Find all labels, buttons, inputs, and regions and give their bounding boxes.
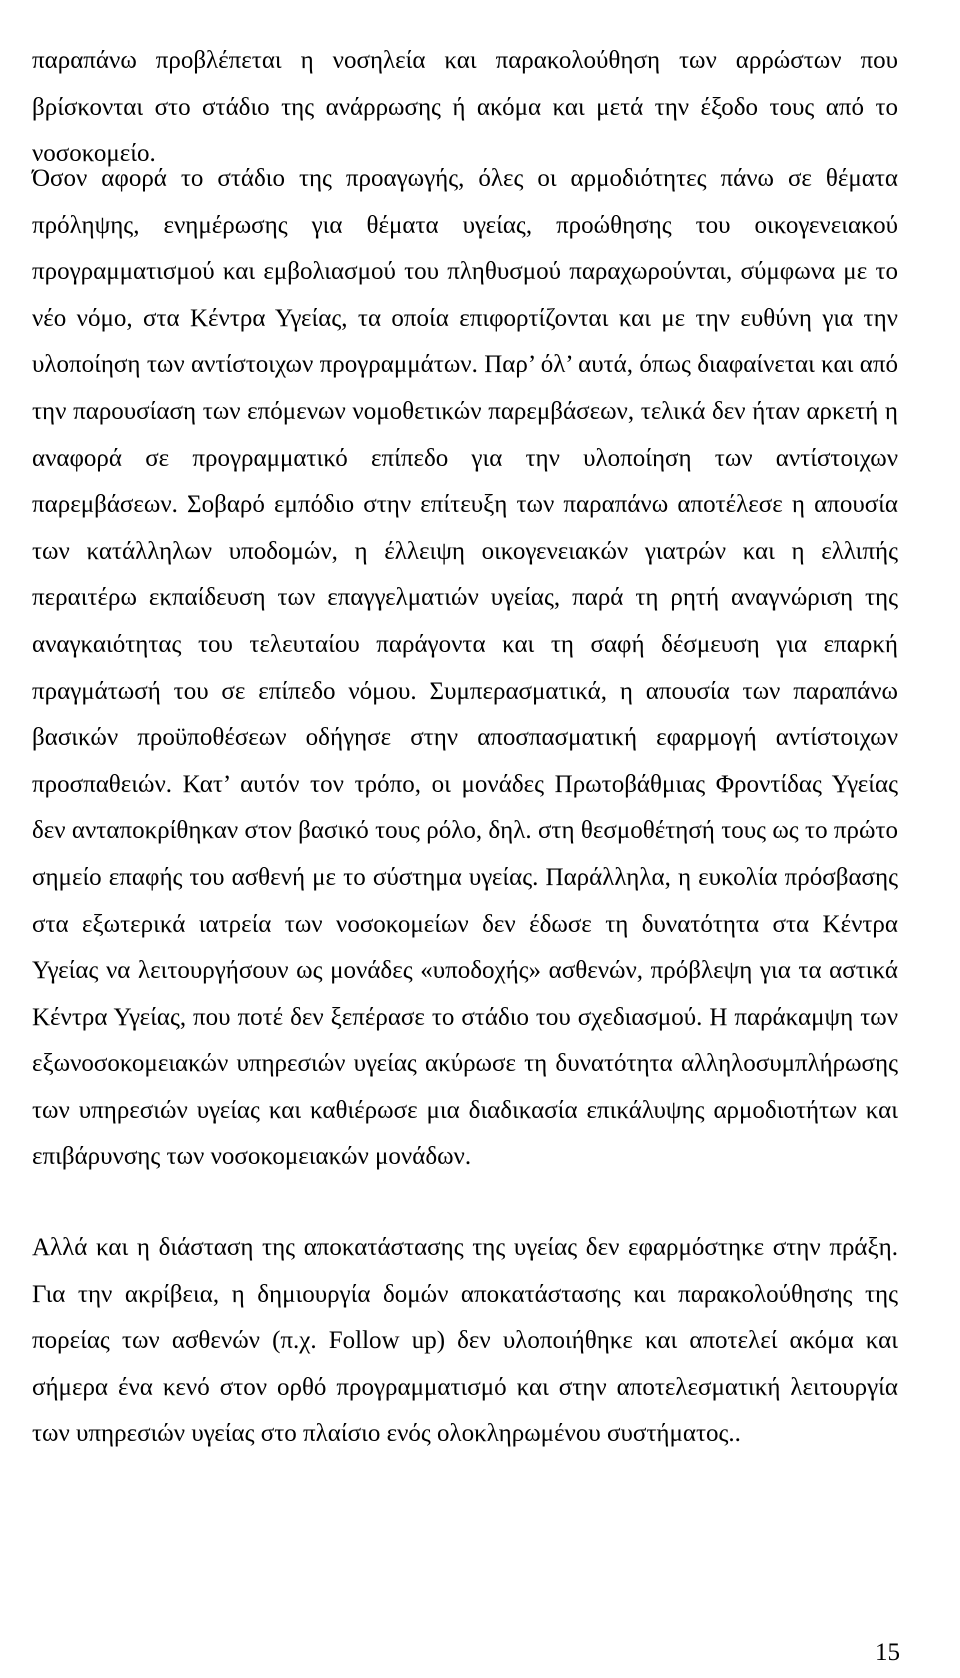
paragraph-continuation: παραπάνω προβλέπεται η νοσηλεία και παρακολούθηση των αρρώστων που βρίσκονται στο στάδιο της ανάρρωσης ή ακόμα και μετά την έξοδο τους από το νοσοκομείο. [32, 47, 898, 168]
paragraph-rehabilitation: Αλλά και η διάσταση της αποκατάστασης της υγείας δεν εφαρμόστηκε στην πράξη. Για την ακρίβεια, η δημιουργία δομών αποκατάστασης και παρακολούθησης της πορείας των ασθενών (π.χ. Follow up) δεν υλοποιήθηκε και αποτελεί ακόμα και σήμερα ένα κενό στον ορθό προγραμματισμό και στην αποτελεσματική λειτουργία των υπηρεσιών υγείας στο πλαίσιο ενός ολοκληρωμένου συστήματος.. [32, 1234, 898, 1448]
paragraph-health-promotion: Όσον αφορά το στάδιο της προαγωγής, όλες οι αρμοδιότητες πάνω σε θέματα πρόληψης, ενημέρωσης για θέματα υγείας, προώθησης του οικογενειακού προγραμματισμού και εμβολιασμού του πληθυσμού παραχωρούνται, σύμφωνα με το νέο νόμο, στα Κέντρα Υγείας, τα οποία επιφορτίζονται και με την ευθύνη για την υλοποίηση των αντίστοιχων προγραμμάτων. Παρ’ όλ’ αυτά, όπως διαφαίνεται και από την παρουσίαση των επόμενων νομοθετικών παρεμβάσεων, τελικά δεν ήταν αρκετή η αναφορά σε προγραμματικό επίπεδο για την υλοποίηση των αντίστοιχων παρεμβάσεων. Σοβαρό εμπόδιο στην επίτευξη των παραπάνω αποτέλεσε η απουσία των κατάλληλων υποδομών, η έλλειψη οικογενειακών γιατρών και η ελλιπής περαιτέρω εκπαίδευση των επαγγελματιών υγείας, παρά τη ρητή αναγνώριση της αναγκαιότητας του τελευταίου παράγοντα και τη σαφή δέσμευση για επαρκή πραγμάτωσή του σε επίπεδο νόμου. Συμπερασματικά, η απουσία των παραπάνω βασικών προϋποθέσεων οδήγησε στην αποσπασματική εφαρμογή αντίστοιχων προσπαθειών. Κατ’ αυτόν τον τρόπο, οι μονάδες Πρωτοβάθμιας Φροντίδας Υγείας δεν ανταποκρίθηκαν στον βασικό τους ρόλο, δηλ. στη θεσμοθέτησή τους ως το πρώτο σημείο επαφής του ασθενή με το σύστημα υγείας. Παράλληλα, η ευκολία πρόσβασης στα εξωτερικά ιατρεία των νοσοκομείων δεν έδωσε τη δυνατότητα στα Κέντρα Υγείας να λειτουργήσουν ως μονάδες «υποδοχής» ασθενών, πρόβλεψη για τα αστικά Κέντρα Υγείας, που ποτέ δεν ξεπέρασε το στάδιο του σχεδιασμού. Η παράκαμψη των εξωνοσοκομειακών υπηρεσιών υγείας ακύρωσε τη δυνατότητα αλληλοσυμπλήρωσης των υπηρεσιών υγείας και καθιέρωσε μια διαδικασία επικάλυψης αρμοδιοτήτων και επιβάρυνσης των νοσοκομειακών μονάδων. [32, 165, 898, 1171]
page-number: 15 [875, 1639, 900, 1666]
